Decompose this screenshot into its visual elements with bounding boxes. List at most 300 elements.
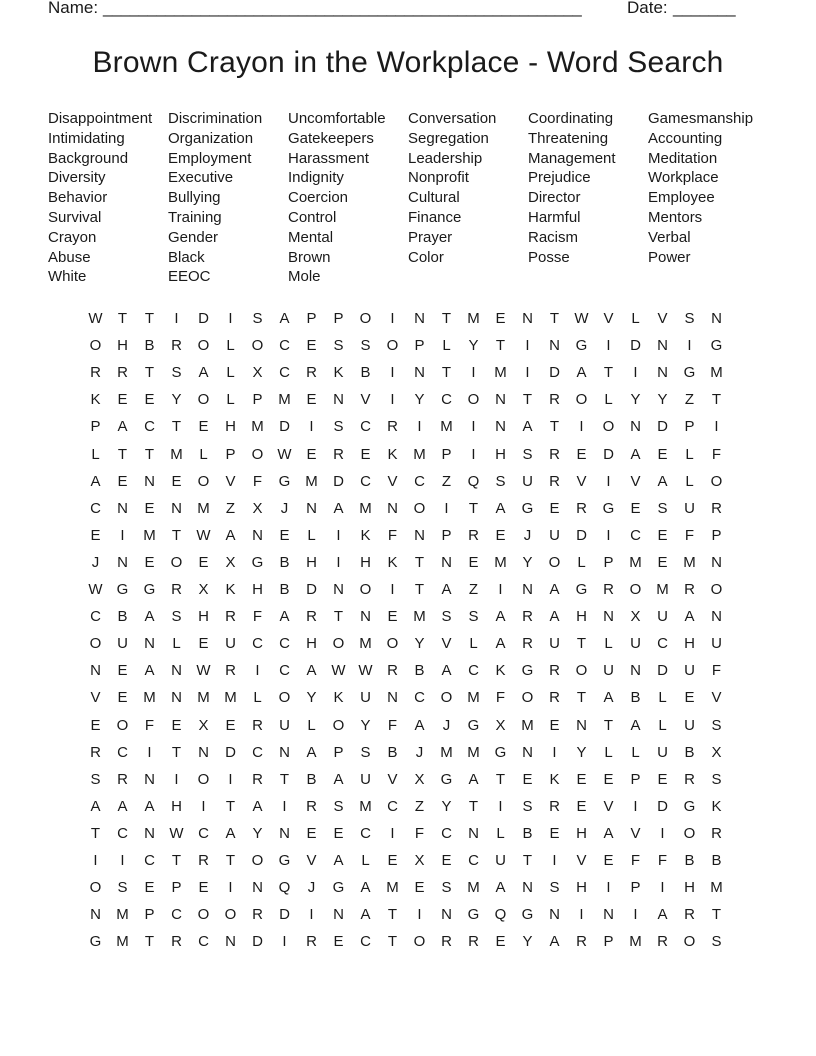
grid-letter: T bbox=[495, 337, 506, 355]
grid-letter: R bbox=[387, 662, 398, 680]
grid-letter: C bbox=[387, 797, 398, 815]
grid-letter: K bbox=[549, 770, 560, 788]
grid-letter: G bbox=[467, 906, 480, 924]
grid-letter: T bbox=[603, 716, 614, 734]
grid-letter: M bbox=[278, 391, 291, 409]
grid-letter: D bbox=[306, 581, 317, 598]
grid-letter: A bbox=[279, 608, 290, 626]
word-list bbox=[48, 110, 788, 290]
grid-letter: I bbox=[633, 364, 638, 382]
grid-letter: S bbox=[360, 337, 371, 355]
word-list-item: Behavior bbox=[48, 189, 108, 207]
grid-letter: E bbox=[198, 553, 209, 571]
grid-letter: Z bbox=[468, 581, 479, 598]
grid-letter: O bbox=[575, 391, 588, 409]
grid-letter: N bbox=[117, 499, 128, 517]
grid-letter: H bbox=[576, 824, 587, 842]
word-list-item: Color bbox=[408, 248, 444, 266]
grid-letter: Z bbox=[441, 472, 452, 490]
word-list-item: Abuse bbox=[48, 248, 91, 266]
grid-letter: A bbox=[144, 608, 155, 626]
grid-letter: L bbox=[91, 445, 100, 463]
grid-letter: T bbox=[468, 797, 479, 815]
grid-letter: V bbox=[387, 472, 398, 490]
grid-letter: L bbox=[226, 337, 235, 355]
grid-letter: U bbox=[657, 743, 668, 761]
grid-letter: R bbox=[198, 852, 209, 869]
grid-letter: U bbox=[225, 635, 236, 653]
grid-letter: A bbox=[495, 635, 506, 653]
grid-letter: M bbox=[710, 364, 723, 382]
grid-letter: I bbox=[390, 364, 395, 382]
grid-letter: L bbox=[631, 310, 640, 327]
grid-letter: P bbox=[603, 933, 614, 951]
grid-letter: O bbox=[710, 581, 723, 598]
grid-letter: N bbox=[630, 662, 641, 680]
grid-letter: E bbox=[387, 852, 398, 869]
grid-letter: C bbox=[171, 906, 182, 924]
grid-letter: O bbox=[629, 581, 642, 598]
grid-letter: O bbox=[440, 689, 453, 707]
grid-letter: O bbox=[359, 310, 372, 327]
grid-letter: E bbox=[630, 499, 641, 517]
grid-letter: V bbox=[576, 472, 587, 490]
grid-letter: O bbox=[332, 716, 345, 734]
word-list-item: Crayon bbox=[48, 228, 97, 246]
grid-letter: K bbox=[360, 526, 371, 544]
grid-letter: F bbox=[711, 445, 722, 463]
grid-letter: Y bbox=[414, 391, 425, 409]
grid-letter: K bbox=[387, 553, 398, 571]
grid-letter: H bbox=[225, 418, 236, 436]
grid-letter: M bbox=[467, 689, 480, 707]
grid-letter: I bbox=[255, 662, 260, 680]
grid-letter: C bbox=[360, 472, 371, 490]
grid-letter: G bbox=[440, 770, 453, 788]
grid-letter: S bbox=[441, 608, 452, 626]
grid-letter: U bbox=[684, 662, 695, 680]
grid-letter: R bbox=[252, 770, 263, 788]
grid-letter: L bbox=[361, 852, 370, 869]
grid-letter: K bbox=[225, 581, 236, 598]
grid-letter: A bbox=[333, 770, 344, 788]
grid-letter: M bbox=[467, 310, 480, 327]
grid-letter: E bbox=[360, 445, 371, 463]
grid-letter: A bbox=[495, 608, 506, 626]
grid-letter: N bbox=[333, 391, 344, 409]
grid-letter: A bbox=[495, 879, 506, 897]
grid-letter: E bbox=[117, 689, 128, 707]
grid-letter: A bbox=[630, 445, 641, 463]
grid-letter: N bbox=[171, 689, 182, 707]
word-list-item: Employee bbox=[648, 189, 715, 207]
grid-letter: A bbox=[603, 824, 614, 842]
word-list-item: EEOC bbox=[168, 268, 211, 286]
grid-letter: I bbox=[660, 879, 665, 897]
grid-letter: N bbox=[711, 608, 722, 626]
grid-letter: O bbox=[197, 391, 210, 409]
grid-letter: N bbox=[198, 743, 209, 761]
grid-letter: O bbox=[332, 635, 345, 653]
grid-letter: E bbox=[657, 553, 668, 571]
grid-letter: N bbox=[522, 743, 533, 761]
grid-letter: R bbox=[549, 662, 560, 680]
grid-letter: L bbox=[604, 635, 613, 653]
grid-letter: E bbox=[549, 716, 560, 734]
grid-letter: E bbox=[90, 526, 101, 544]
grid-letter: C bbox=[630, 526, 641, 544]
grid-letter: C bbox=[279, 635, 290, 653]
grid-letter: M bbox=[656, 581, 669, 598]
grid-letter: A bbox=[225, 526, 236, 544]
grid-letter: E bbox=[549, 824, 560, 842]
grid-letter: D bbox=[333, 472, 344, 490]
grid-letter: O bbox=[224, 906, 237, 924]
grid-letter: L bbox=[685, 445, 694, 463]
word-list-item: Gender bbox=[168, 228, 219, 246]
grid-letter: L bbox=[685, 472, 694, 490]
grid-letter: Z bbox=[684, 391, 695, 409]
grid-letter: T bbox=[576, 689, 587, 707]
grid-letter: C bbox=[252, 635, 263, 653]
grid-letter: G bbox=[467, 716, 480, 734]
grid-letter: H bbox=[684, 635, 695, 653]
grid-letter: P bbox=[333, 310, 344, 327]
grid-letter: N bbox=[144, 635, 155, 653]
grid-letter: M bbox=[467, 743, 480, 761]
grid-letter: P bbox=[144, 906, 155, 924]
grid-letter: N bbox=[603, 906, 614, 924]
grid-letter: D bbox=[279, 906, 290, 924]
word-list-item: Leadership bbox=[408, 149, 483, 167]
grid-letter: F bbox=[144, 716, 155, 734]
grid-letter: V bbox=[576, 852, 587, 869]
grid-letter: H bbox=[198, 608, 209, 626]
grid-letter: O bbox=[89, 879, 102, 897]
grid-letter: I bbox=[336, 526, 341, 544]
grid-letter: M bbox=[251, 418, 264, 436]
grid-letter: S bbox=[171, 364, 182, 382]
grid-letter: C bbox=[198, 824, 209, 842]
grid-letter: V bbox=[630, 472, 641, 490]
grid-letter: S bbox=[522, 797, 533, 815]
grid-letter: C bbox=[279, 337, 290, 355]
grid-letter: C bbox=[90, 608, 101, 626]
grid-letter: O bbox=[521, 689, 534, 707]
grid-letter: A bbox=[198, 364, 209, 382]
grid-letter: M bbox=[629, 553, 642, 571]
grid-letter: G bbox=[710, 337, 723, 355]
grid-letter: H bbox=[495, 445, 506, 463]
grid-letter: I bbox=[201, 797, 206, 815]
grid-letter: R bbox=[117, 364, 128, 382]
grid-letter: L bbox=[307, 526, 316, 544]
grid-letter: A bbox=[576, 364, 587, 382]
grid-letter: D bbox=[630, 337, 641, 355]
grid-letter: K bbox=[495, 662, 506, 680]
grid-letter: C bbox=[657, 635, 668, 653]
word-list-item: Coordinating bbox=[528, 110, 614, 127]
grid-letter: A bbox=[360, 906, 371, 924]
grid-letter: O bbox=[683, 824, 696, 842]
grid-letter: X bbox=[225, 553, 236, 571]
grid-letter: D bbox=[279, 418, 290, 436]
grid-letter: A bbox=[306, 662, 317, 680]
grid-letter: R bbox=[684, 906, 695, 924]
grid-letter: U bbox=[495, 852, 506, 869]
grid-letter: X bbox=[711, 743, 722, 761]
grid-letter: U bbox=[360, 770, 371, 788]
grid-letter: V bbox=[306, 852, 317, 869]
grid-letter: N bbox=[306, 499, 317, 517]
grid-letter: A bbox=[117, 418, 128, 436]
grid-letter: M bbox=[359, 797, 372, 815]
grid-letter: E bbox=[441, 852, 452, 869]
grid-letter: T bbox=[441, 310, 452, 327]
grid-letter: R bbox=[306, 608, 317, 626]
grid-letter: R bbox=[171, 933, 182, 951]
grid-letter: N bbox=[144, 472, 155, 490]
grid-letter: S bbox=[90, 770, 101, 788]
grid-letter: E bbox=[144, 499, 155, 517]
name-field-line: ______________________________________________________ bbox=[103, 0, 582, 17]
word-list-item: Brown bbox=[288, 248, 331, 266]
grid-letter: T bbox=[711, 906, 722, 924]
grid-letter: N bbox=[333, 906, 344, 924]
word-list-item: Background bbox=[48, 149, 129, 167]
grid-letter: Y bbox=[441, 797, 452, 815]
grid-letter: M bbox=[629, 933, 642, 951]
grid-letter: A bbox=[657, 906, 668, 924]
grid-letter: O bbox=[116, 716, 129, 734]
grid-letter: I bbox=[390, 391, 395, 409]
grid-letter: O bbox=[386, 635, 399, 653]
grid-letter: I bbox=[471, 445, 476, 463]
word-list-item: Threatening bbox=[528, 129, 609, 147]
grid-letter: P bbox=[684, 418, 695, 436]
grid-letter: Y bbox=[576, 743, 587, 761]
grid-letter: O bbox=[278, 689, 291, 707]
grid-letter: X bbox=[252, 364, 263, 382]
letter-grid bbox=[82, 308, 742, 956]
grid-letter: I bbox=[174, 310, 179, 327]
grid-letter: U bbox=[279, 716, 290, 734]
grid-letter: E bbox=[117, 662, 128, 680]
grid-letter: J bbox=[442, 716, 451, 734]
grid-letter: N bbox=[522, 310, 533, 327]
grid-letter: D bbox=[576, 526, 587, 544]
grid-letter: B bbox=[360, 364, 371, 382]
grid-letter: S bbox=[684, 310, 695, 327]
grid-letter: S bbox=[711, 933, 722, 951]
grid-letter: X bbox=[414, 770, 425, 788]
grid-letter: N bbox=[441, 906, 452, 924]
grid-letter: M bbox=[710, 879, 723, 897]
grid-letter: N bbox=[522, 879, 533, 897]
grid-letter: E bbox=[549, 499, 560, 517]
grid-letter: R bbox=[90, 743, 101, 761]
word-list-item: Mentors bbox=[648, 209, 703, 226]
word-list-item: Diversity bbox=[48, 169, 106, 187]
grid-letter: I bbox=[228, 770, 233, 788]
grid-letter: O bbox=[89, 337, 102, 355]
grid-letter: E bbox=[522, 770, 533, 788]
grid-letter: R bbox=[468, 526, 479, 544]
grid-letter: M bbox=[143, 689, 156, 707]
grid-letter: N bbox=[576, 716, 587, 734]
grid-letter: T bbox=[225, 852, 236, 869]
grid-letter: E bbox=[414, 879, 425, 897]
grid-letter: O bbox=[386, 337, 399, 355]
grid-letter: T bbox=[441, 364, 452, 382]
grid-letter: L bbox=[172, 635, 181, 653]
grid-letter: N bbox=[468, 824, 479, 842]
grid-letter: S bbox=[495, 472, 506, 490]
grid-letter: R bbox=[171, 337, 182, 355]
grid-letter: U bbox=[603, 662, 614, 680]
grid-letter: A bbox=[657, 472, 668, 490]
grid-letter: I bbox=[498, 797, 503, 815]
grid-letter: Y bbox=[306, 689, 317, 707]
grid-letter: Q bbox=[467, 472, 480, 490]
grid-letter: B bbox=[279, 553, 290, 571]
name-label: Name: bbox=[48, 0, 99, 17]
grid-letter: O bbox=[251, 337, 264, 355]
grid-letter: L bbox=[469, 635, 478, 653]
grid-letter: A bbox=[144, 797, 155, 815]
grid-letter: D bbox=[549, 364, 560, 382]
grid-letter: C bbox=[252, 743, 263, 761]
grid-letter: S bbox=[522, 445, 533, 463]
grid-letter: N bbox=[144, 770, 155, 788]
grid-letter: W bbox=[196, 526, 211, 544]
grid-letter: M bbox=[440, 743, 453, 761]
word-list-item: Accounting bbox=[648, 129, 723, 147]
grid-letter: E bbox=[171, 472, 182, 490]
grid-letter: Y bbox=[171, 391, 182, 409]
word-list-item: Segregation bbox=[408, 129, 489, 147]
word-list-item: Control bbox=[288, 209, 337, 226]
grid-letter: K bbox=[333, 364, 344, 382]
grid-letter: E bbox=[144, 553, 155, 571]
grid-letter: T bbox=[522, 391, 533, 409]
grid-letter: N bbox=[360, 608, 371, 626]
grid-letter: I bbox=[606, 472, 611, 490]
grid-letter: E bbox=[684, 689, 695, 707]
grid-letter: M bbox=[143, 526, 156, 544]
grid-letter: Q bbox=[278, 879, 291, 897]
grid-letter: P bbox=[441, 526, 452, 544]
grid-letter: N bbox=[225, 933, 236, 951]
grid-letter: M bbox=[494, 364, 507, 382]
grid-letter: B bbox=[279, 581, 290, 598]
grid-letter: S bbox=[333, 337, 344, 355]
grid-letter: I bbox=[309, 906, 314, 924]
grid-letter: T bbox=[279, 770, 290, 788]
grid-letter: I bbox=[525, 364, 530, 382]
grid-letter: N bbox=[441, 553, 452, 571]
grid-letter: S bbox=[333, 797, 344, 815]
grid-letter: R bbox=[252, 906, 263, 924]
grid-letter: S bbox=[468, 608, 479, 626]
grid-letter: H bbox=[252, 581, 263, 598]
grid-letter: R bbox=[306, 797, 317, 815]
grid-letter: J bbox=[307, 879, 316, 897]
word-list-item: Mole bbox=[288, 268, 321, 286]
grid-letter: E bbox=[198, 879, 209, 897]
grid-letter: A bbox=[90, 797, 101, 815]
date-field-line: _______ bbox=[673, 0, 735, 17]
grid-letter: A bbox=[441, 581, 452, 598]
grid-letter: S bbox=[171, 608, 182, 626]
grid-letter: R bbox=[549, 445, 560, 463]
page-title: Brown Crayon in the Workplace - Word Search bbox=[92, 46, 724, 79]
grid-letter: M bbox=[305, 472, 318, 490]
grid-letter: H bbox=[171, 797, 182, 815]
grid-letter: T bbox=[144, 933, 155, 951]
grid-letter: N bbox=[414, 310, 425, 327]
grid-letter: N bbox=[279, 824, 290, 842]
grid-letter: A bbox=[333, 852, 344, 869]
grid-letter: F bbox=[252, 608, 263, 626]
grid-letter: F bbox=[414, 824, 425, 842]
grid-letter: E bbox=[576, 445, 587, 463]
grid-letter: D bbox=[603, 445, 614, 463]
grid-letter: I bbox=[471, 364, 476, 382]
grid-letter: H bbox=[117, 337, 128, 355]
grid-letter: O bbox=[197, 472, 210, 490]
grid-letter: U bbox=[657, 608, 668, 626]
grid-letter: P bbox=[306, 310, 317, 327]
grid-letter: L bbox=[631, 743, 640, 761]
grid-letter: E bbox=[657, 526, 668, 544]
grid-letter: N bbox=[117, 553, 128, 571]
grid-letter: T bbox=[549, 310, 560, 327]
grid-letter: I bbox=[606, 337, 611, 355]
grid-letter: I bbox=[147, 743, 152, 761]
grid-letter: H bbox=[360, 553, 371, 571]
grid-letter: M bbox=[521, 716, 534, 734]
grid-letter: E bbox=[117, 472, 128, 490]
grid-letter: Y bbox=[522, 933, 533, 951]
grid-letter: O bbox=[89, 635, 102, 653]
grid-letter: R bbox=[549, 689, 560, 707]
grid-letter: M bbox=[197, 689, 210, 707]
grid-letter: O bbox=[197, 770, 210, 788]
grid-letter: V bbox=[387, 770, 398, 788]
grid-letter: S bbox=[711, 716, 722, 734]
grid-letter: I bbox=[282, 933, 287, 951]
word-list-item: Mental bbox=[288, 228, 334, 246]
word-list-item: Gamesmanship bbox=[648, 110, 754, 127]
grid-letter: R bbox=[252, 716, 263, 734]
grid-letter: S bbox=[549, 879, 560, 897]
grid-letter: G bbox=[278, 852, 291, 869]
grid-letter: C bbox=[117, 743, 128, 761]
grid-letter: W bbox=[88, 581, 103, 598]
grid-letter: I bbox=[444, 499, 449, 517]
grid-letter: L bbox=[253, 689, 262, 707]
grid-letter: G bbox=[575, 581, 588, 598]
grid-letter: G bbox=[521, 499, 534, 517]
grid-letter: W bbox=[358, 662, 373, 680]
grid-letter: V bbox=[657, 310, 668, 327]
grid-letter: V bbox=[630, 824, 641, 842]
grid-letter: C bbox=[279, 662, 290, 680]
grid-letter: N bbox=[90, 906, 101, 924]
grid-letter: C bbox=[441, 391, 452, 409]
grid-letter: Q bbox=[494, 906, 507, 924]
